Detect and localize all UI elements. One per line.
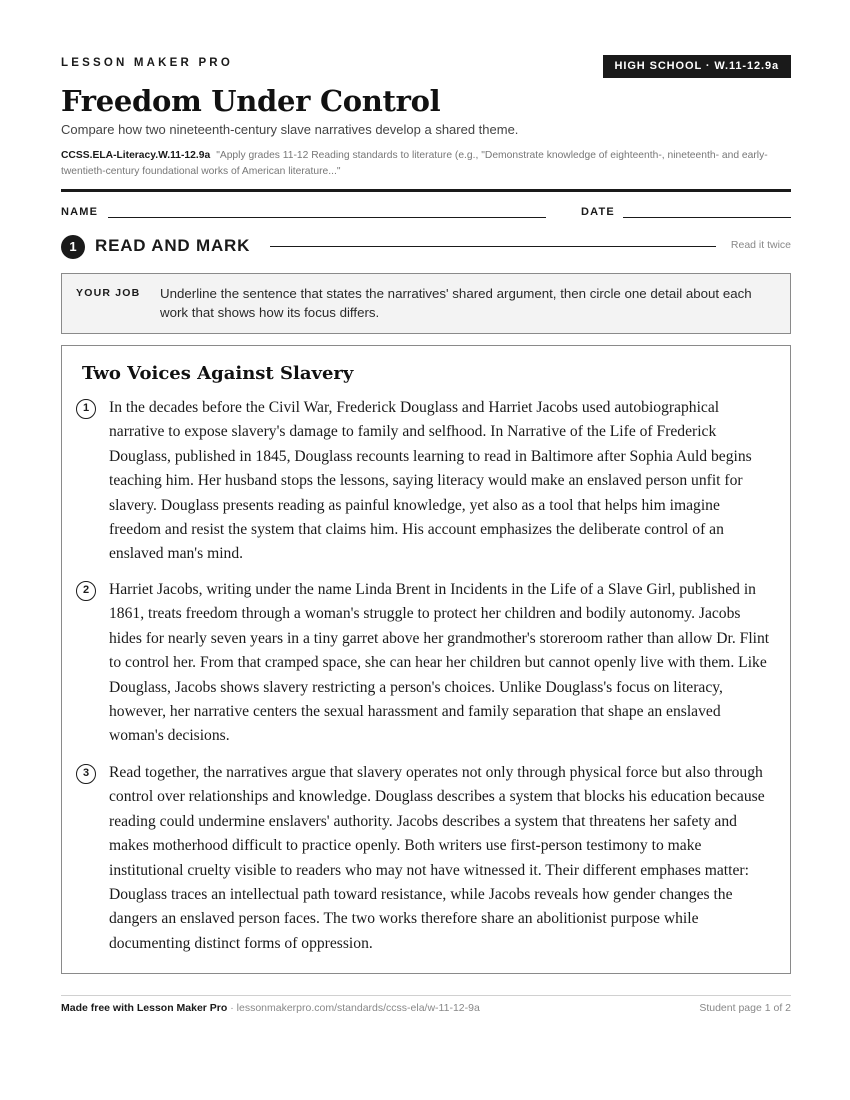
- section-header: [61, 235, 791, 259]
- worksheet-page: [61, 0, 791, 1100]
- paragraph-number: 1: [76, 399, 96, 419]
- job-label: YOUR JOB: [76, 287, 141, 299]
- name-field[interactable]: [108, 217, 546, 218]
- passage-title: Two Voices Against Slavery: [82, 363, 354, 384]
- level-badge: HIGH SCHOOL · W.11-12.9a: [603, 55, 791, 78]
- paragraph-number: 2: [76, 581, 96, 601]
- page-title: Freedom Under Control: [61, 84, 441, 118]
- footer-page-label: Student page 1 of 2: [699, 1002, 791, 1014]
- footer-divider: [61, 995, 791, 996]
- paragraph-text: In the decades before the Civil War, Frederick Douglass and Harriet Jacobs used autobiographical narrative to expose slavery's damage to family and selfhood. In Narrative of the Life of Frederick Douglass, published in 1845, Douglass recounts learning to read in Baltimore after Sophia Auld begins teaching him. Her husband stops the lessons, saying literacy would make an enslaved person unfit for slavery. Douglass presents reading as painful knowledge, yet also as a tool that helps him imagine freedom and resist the system that claims him. His account emphasizes the deliberate control of an enslaved man's mind.: [109, 399, 752, 563]
- paragraph-number: 3: [76, 764, 96, 784]
- standard-text: "Apply grades 11-12 Reading standards to literature (e.g., "Demonstrate knowledge of eighteenth-, nineteenth- and early-twentieth-century foundational works of American literature...": [61, 150, 768, 177]
- job-text: Underline the sentence that states the narratives' shared argument, then circle one detail about each work that shows how its focus differs.: [160, 286, 752, 320]
- footer-credit: [61, 1002, 480, 1014]
- name-date-row: [61, 206, 791, 220]
- reading-passage: [61, 345, 791, 974]
- brand-name: LESSON MAKER PRO: [61, 57, 233, 69]
- section-note: Read it twice: [730, 239, 791, 251]
- section-number-badge: 1: [61, 235, 85, 259]
- date-field[interactable]: [623, 217, 791, 218]
- page-subtitle: Compare how two nineteenth-century slave narratives develop a shared theme.: [61, 122, 519, 137]
- section-title: READ AND MARK: [95, 236, 251, 255]
- footer-url[interactable]: · lessonmakerpro.com/standards/ccss-ela/w-11-12-9a: [227, 1002, 480, 1014]
- section-divider: [270, 246, 716, 247]
- standard-code: CCSS.ELA-Literacy.W.11-12.9a: [61, 150, 211, 161]
- paragraph-text: Read together, the narratives argue that slavery operates not only through physical force but also through control over relationships and knowledge. Douglass describes a system that blocks his education because reading could undermine enslavers' authority. Jacobs describes a system that threatens her safety and makes motherhood difficult to practice openly. Both writers use first-person testimony to make institutional cruelty visible to readers who may not have witnessed it. Their different emphases matter: Douglass traces an intellectual path toward resistance, while Jacobs reveals how gender changes the dangers an enslaved person faces. The two works therefore share an abolitionist purpose while documenting distinct forms of oppression.: [109, 764, 765, 952]
- name-label: NAME: [61, 206, 99, 218]
- standard-citation: [61, 148, 791, 179]
- footer-made-with: Made free with Lesson Maker Pro: [61, 1002, 228, 1014]
- job-instructions-box: [61, 273, 791, 334]
- paragraph-text: Harriet Jacobs, writing under the name Linda Brent in Incidents in the Life of a Slave Girl, published in 1861, treats freedom through a woman's struggle to protect her children and bodily autonomy. Jacobs hides for nearly seven years in a tiny garret above her grandmother's storeroom rather than allow Dr. Flint to control her. From that cramped space, she can hear her children but cannot openly live with them. Like Douglass, Jacobs shows slavery restricting a person's choices. Unlike Douglass's focus on literacy, however, her narrative centers the sexual harassment and family separation that shape an enslaved woman's decisions.: [109, 581, 770, 745]
- date-label: DATE: [581, 206, 615, 218]
- header-divider: [61, 189, 791, 192]
